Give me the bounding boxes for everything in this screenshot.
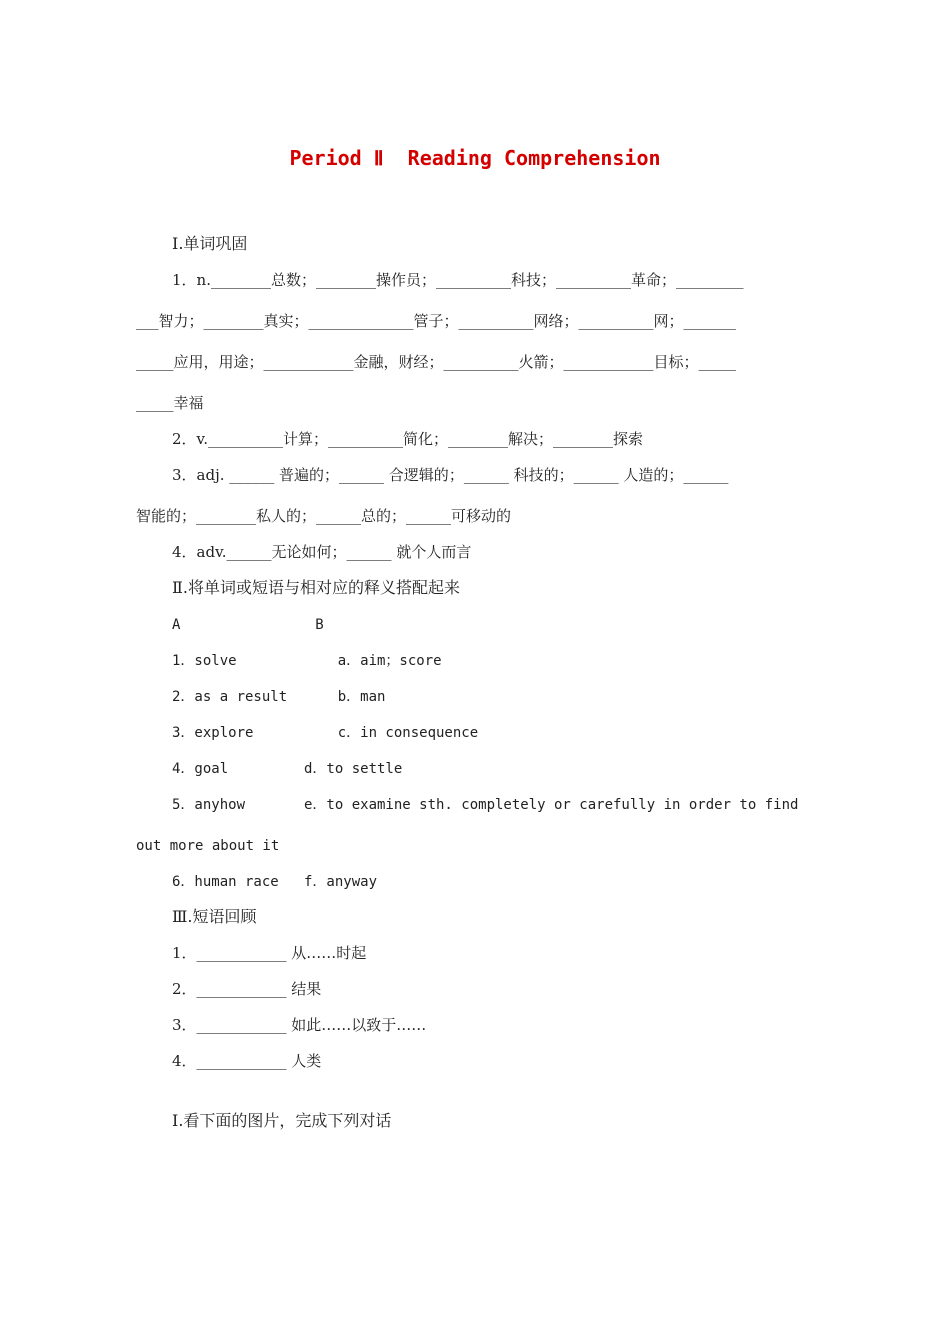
- section-3-heading: Ⅲ.短语回顾: [172, 907, 257, 926]
- match-column-header: A B: [172, 617, 324, 633]
- phrase-row-2: 2．____________ 结果: [172, 980, 322, 998]
- section-2-heading: Ⅱ.将单词或短语与相对应的释义搭配起来: [172, 578, 460, 597]
- adjectives-line-2: 智能的；________私人的；______总的；______可移动的: [136, 507, 512, 525]
- match-row-5-continued: out more about it: [136, 838, 280, 854]
- adverbs-line: 4．adv.______无论如何；______ 就个人而言: [172, 543, 472, 561]
- match-row-4: 4．goal d．to settle: [172, 761, 403, 777]
- match-row-6: 6．human race f．anyway: [172, 874, 378, 890]
- match-row-3: 3．explore c．in consequence: [172, 725, 479, 741]
- phrase-row-4: 4．____________ 人类: [172, 1052, 322, 1070]
- adjectives-line-1: 3．adj. ______ 普遍的；______ 合逻辑的；______ 科技的；______ 人造的；______: [172, 466, 729, 484]
- page-title: Period Ⅱ Reading Comprehension: [289, 146, 661, 170]
- section-1-heading: Ⅰ.单词巩固: [172, 234, 248, 253]
- nouns-line-3: _____应用，用途；____________金融，财经；__________火箭；____________目标；_____: [136, 353, 737, 371]
- nouns-line-1: 1．n.________总数；________操作员；__________科技；__________革命；_________: [172, 271, 744, 289]
- match-row-5: 5．anyhow e．to examine sth. completely or carefully in order to find: [172, 797, 799, 813]
- verbs-line: 2．v.__________计算；__________简化；________解决；________探索: [172, 430, 644, 448]
- phrase-row-3: 3．____________ 如此……以致于……: [172, 1016, 427, 1034]
- phrase-row-1: 1．____________ 从……时起: [172, 944, 367, 962]
- section-4-heading: Ⅰ.看下面的图片，完成下列对话: [172, 1111, 392, 1130]
- match-row-1: 1．solve a．aim；score: [172, 653, 442, 669]
- nouns-line-2: ___智力；________真实；______________管子；__________网络；__________网；_______: [136, 312, 737, 330]
- nouns-line-4: _____幸福: [136, 394, 204, 412]
- match-row-2: 2．as a result b．man: [172, 689, 386, 705]
